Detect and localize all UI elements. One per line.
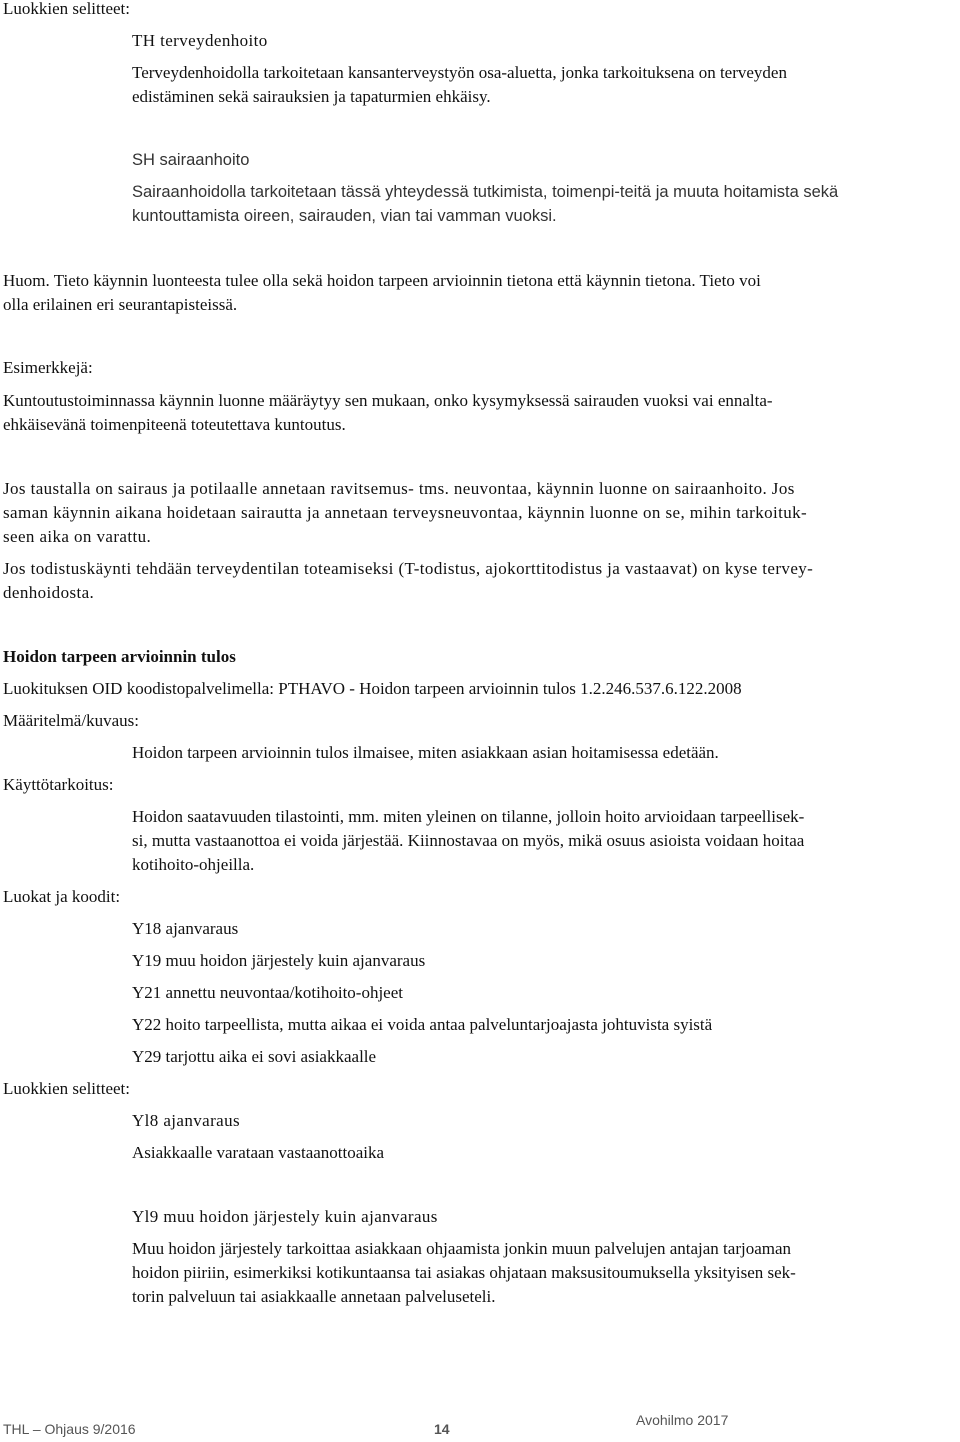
example-1-line-1: Kuntoutustoiminnassa käynnin luonne määräytyy sen mukaan, onko kysymyksessä sairauden vuoksi vai ennalta- <box>3 391 773 410</box>
code-item: Y18 ajanvaraus <box>132 919 239 938</box>
th-desc-line-2: edistäminen sekä sairauksien ja tapaturmien ehkäisy. <box>132 87 491 106</box>
footer-left: THL – Ohjaus 9/2016 <box>3 1421 136 1437</box>
y19-desc-line-3: torin palveluun tai asiakkaalle annetaan palveluseteli. <box>132 1287 496 1306</box>
example-2-line-1: Jos taustalla on sairaus ja potilaalle annetaan ravitsemus- tms. neuvontaa, käynnin luonne on sairaanhoito. Jos <box>3 479 795 498</box>
footer-right: Avohilmo 2017 <box>636 1412 729 1428</box>
definition-text: Hoidon tarpeen arvioinnin tulos ilmaisee, miten asiakkaan asian hoitamisessa edetään. <box>132 743 719 762</box>
usage-label: Käyttötarkoitus: <box>3 775 114 794</box>
section-title: Hoidon tarpeen arvioinnin tulos <box>3 647 236 666</box>
codes-label: Luokat ja koodit: <box>3 887 121 906</box>
sh-desc-line-2: kuntouttamista oireen, sairauden, vian tai vamman vuoksi. <box>132 207 557 225</box>
legend-heading-top: Luokkien selitteet: <box>3 0 130 18</box>
th-title: TH terveydenhoito <box>132 31 268 50</box>
y19-title: Yl9 muu hoidon järjestely kuin ajanvaraus <box>132 1207 438 1226</box>
code-item: Y29 tarjottu aika ei sovi asiakkaalle <box>132 1047 377 1066</box>
sh-title: SH sairaanhoito <box>132 151 250 169</box>
example-2-line-3: seen aika on varattu. <box>3 527 152 546</box>
examples-heading: Esimerkkejä: <box>3 358 93 377</box>
note-line-2: olla erilainen eri seurantapisteissä. <box>3 295 238 314</box>
th-desc-line-1: Terveydenhoidolla tarkoitetaan kansanterveystyön osa-aluetta, jonka tarkoituksena on terveyden <box>132 63 787 82</box>
code-item: Y22 hoito tarpeellista, mutta aikaa ei voida antaa palveluntarjoajasta johtuvista syistä <box>132 1015 713 1034</box>
note-line-1: Huom. Tieto käynnin luonteesta tulee olla sekä hoidon tarpeen arvioinnin tietona että käynnin tietona. Tieto voi <box>3 271 761 290</box>
code-item: Y19 muu hoidon järjestely kuin ajanvaraus <box>132 951 426 970</box>
y18-title: Yl8 ajanvaraus <box>132 1111 241 1130</box>
code-item: Y21 annettu neuvontaa/kotihoito-ohjeet <box>132 983 403 1002</box>
usage-line-1: Hoidon saatavuuden tilastointi, mm. miten yleinen on tilanne, jolloin hoito arvioidaan tarpeellisek- <box>132 807 805 826</box>
definition-label: Määritelmä/kuvaus: <box>3 711 139 730</box>
y18-desc: Asiakkaalle varataan vastaanottoaika <box>132 1143 385 1162</box>
usage-line-3: kotihoito-ohjeilla. <box>132 855 255 874</box>
example-2-line-2: saman käynnin aikana hoidetaan sairautta ja annetaan terveysneuvontaa, käynnin luonne on se, mihin tarkoituk- <box>3 503 808 522</box>
footer-page-number: 14 <box>434 1421 450 1437</box>
example-1-line-2: ehkäisevänä toimenpiteenä toteutettava kuntoutus. <box>3 415 346 434</box>
sh-desc-line-1: Sairaanhoidolla tarkoitetaan tässä yhteydessä tutkimista, toimenpi-teitä ja muuta hoitamista sekä <box>132 183 839 201</box>
example-3-line-1: Jos todistuskäynti tehdään terveydentilan toteamiseksi (T-todistus, ajokorttitodistus ja vastaavat) on kyse tervey- <box>3 559 814 578</box>
example-3-line-2: denhoidosta. <box>3 583 95 602</box>
y19-desc-line-2: hoidon piiriin, esimerkiksi kotikuntaansa tai asiakas ohjataan maksusitoumuksella yksityisen sek- <box>132 1263 796 1282</box>
y19-desc-line-1: Muu hoidon järjestely tarkoittaa asiakkaan ohjaamista jonkin muun palvelujen antajan tarjoaman <box>132 1239 792 1258</box>
oid-line: Luokituksen OID koodistopalvelimella: PTHAVO - Hoidon tarpeen arvioinnin tulos 1.2.246.537.6.122.2008 <box>3 679 742 698</box>
legend-label: Luokkien selitteet: <box>3 1079 130 1098</box>
usage-line-2: si, mutta vastaanottoa ei voida järjestää. Kiinnostavaa on myös, mikä osuus asioista voidaan hoitaa <box>132 831 805 850</box>
